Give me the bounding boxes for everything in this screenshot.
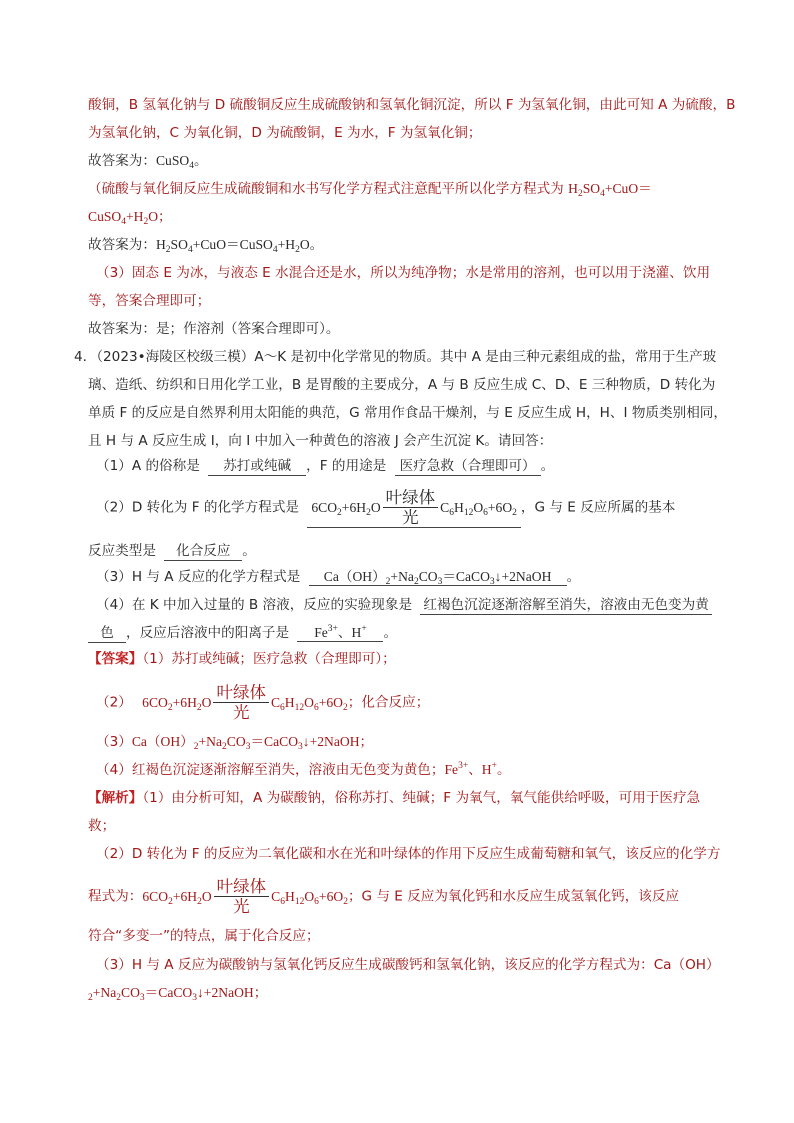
question-4-part-4 [96,595,712,615]
question-4-part-2 [96,488,675,528]
answer-line-4: （4）红褐色沉淀逐渐溶解至消失，溶液由无色变为黄色；$Fe^{3+}$、H+。 [96,761,511,778]
punct: ； [359,734,374,750]
question-4-part-1 [96,456,554,476]
part-1-prompt: （1）A 的俗称是 [96,458,200,474]
punct: 。 [566,569,581,585]
analysis-tag: 【解析】 [88,790,143,806]
punct: 。 [540,458,555,474]
prev-answer-2: 故答案为：$H_2SO_4+CuO=CuSO_4+H_2O$。 [88,237,324,255]
answer-blank-3: 化合反应 [164,543,242,561]
prev-answer-3: 故答案为：是；作溶剂（答案合理即可）。 [88,321,340,337]
condition-bottom: 光 [402,508,419,527]
prev-line-1: 酸铜，B 氢氧化钠与 D 硫酸铜反应生成硫酸钠和氢氧化铜沉淀，所以 F 为氢氧化铜，由此可知 A 为硫酸，B [88,97,736,113]
answer-prefix: 故答案为： [88,237,156,253]
answer-3-prefix: （3） [96,734,132,750]
condition-bottom: 光 [232,703,250,722]
answer-blank-5b: 色 [88,625,126,643]
prev-line-4: （硫酸与氧化铜反应生成硫酸铜和水书写化学方程式注意配平所以化学方程式为 $H_2SO_4+CuO=$ [88,181,652,199]
analysis-line-3: （2）D 转化为 F 的反应为二氧化碳和水在光和叶绿体的作用下反应生成葡萄糖和氧气，该反应的化学方 [96,846,721,862]
question-4-stem-line-4: 且 H 与 A 反应生成 I，向 I 中加入一种黄色的溶液 J 会产生沉淀 K。请回答： [88,433,553,449]
answer-1: （1）苏打或纯碱；医疗急救（合理即可）； [142,651,396,667]
answer-4: （4）红褐色沉淀逐渐溶解至消失，溶液由无色变为黄色； [96,762,445,778]
answer-blank-2: 医疗急救（合理即可） [395,458,541,476]
analysis-line-7: $_2+Na_2CO_3=CaCO_3↓+2NaOH$； [88,985,268,1003]
part-2-prompt-c: 反应类型是 [88,543,156,559]
condition-bottom: 光 [233,897,250,916]
part-3-prompt: （3）H 与 A 反应的化学方程式是 [96,569,301,585]
analysis-line-6: （3）H 与 A 反应为碳酸钠与氢氧化钙反应生成碳酸钙和氢氧化钠，该反应的化学方程式为：Ca（OH） [96,957,720,973]
analysis-text-4a: 程式为： [88,888,143,905]
condition-top: 叶绿体 [213,683,269,703]
analysis-line-1 [88,788,700,808]
part-2-prompt: （2）D 转化为 F 的化学方程式是 [96,499,300,516]
answer-2-prefix: （2） [96,694,132,711]
punct: ； [253,985,268,1001]
prev-line-4-text: （硫酸与氧化铜反应生成硫酸铜和水书写化学方程式注意配平所以化学方程式为 [88,181,569,197]
prev-answer-1: 故答案为：CuSO$_4$。 [88,153,208,171]
reaction-condition [213,683,269,722]
reaction-condition [383,488,439,527]
part-2-prompt-b: ，G 与 E 反应所属的基本 [520,499,676,516]
analysis-line-5: 符合“多变一”的特点，属于化合反应； [88,928,320,944]
reaction-condition [214,877,270,916]
question-4-part-2-cont [88,541,256,561]
answer-line-3: $(3)Ca(OH)_2+Na_2CO_3=CaCO_3↓+2NaOH$； [96,734,374,752]
part-1-prompt-b: ，F 的用途是 [306,458,387,474]
question-4-part-4-cont [88,623,397,643]
question-4-stem-line-1: 4．（2023•海陵区校级三模）A～K 是初中化学常见的物质。其中 A 是由三种元素组成的盐，常用于生产玻 [74,349,717,365]
question-4-part-3 [96,567,580,587]
answer-line-1 [88,649,396,669]
analysis-text-4b: ；G 与 E 反应为氧化钙和水反应生成氢氧化钙，该反应 [347,888,680,905]
punct: 。 [496,762,511,778]
analysis-text-1: （1）由分析可知，A 为碳酸钠，俗称苏打、纯碱；F 为氧气，氧气能供给呼吸，可用于医疗急 [142,790,701,806]
punct: 。 [242,543,256,559]
answer-tag: 【答案】 [88,651,143,667]
answer-2-suffix: ；化合反应； [347,694,430,711]
answer-blank-1: 苏打或纯碱 [208,458,306,476]
prev-line-7: （3）固态 E 为冰，与液态 E 水混合还是水，所以为纯净物；水是常用的溶剂，也可以用于浇灌、饮用 [96,265,711,281]
part-4-prompt: （4）在 K 中加入过量的 B 溶液，反应的实验现象是 [96,597,413,613]
question-4-stem-line-2: 璃、造纸、纺织和日用化学工业，B 是胃酸的主要成分，A 与 B 反应生成 C、D、E 三种物质，D 转化为 [88,377,716,393]
condition-top: 叶绿体 [383,488,439,508]
punct: 。 [383,625,398,641]
answer-blank-5: 红褐色沉淀逐渐溶解至消失，溶液由无色变为黄 [420,597,711,615]
prev-line-2: 为氢氧化钠，C 为氧化铜，D 为硫酸铜，E 为水，F 为氢氧化铜； [88,125,482,141]
analysis-line-2: 救； [88,818,116,834]
condition-top: 叶绿体 [214,877,270,897]
part-4-prompt-b: ，反应后溶液中的阳离子是 [126,625,290,641]
answer-blank-equation: $6CO_2+6H_2O$ $\frac{\text{叶绿体}}{\text{光}}$ $C_6H_{12}O_6+6O_2$ [307,488,521,528]
prev-line-5: $CuSO_4+H_2O$； [88,209,172,227]
answer-line-2: （2） $6CO_2+6H_2O$ $\frac{\text{叶绿体}}{\text{光}}$ $C_6H_{12}O_6+6O_2$；化合反应； [96,683,430,722]
answer-blank-6: $Fe^{3+}$、H+ [297,624,383,642]
answer-blank-4: $Ca(OH)_2+Na_2CO_3=CaCO_3↓+2NaOH$ [309,568,567,586]
prev-line-8: 等，答案合理即可； [88,293,211,309]
answer-prefix: 故答案为： [88,153,156,169]
question-4-stem-line-3: 单质 F 的反应是自然界利用太阳能的典范，G 常用作食品干燥剂，与 E 反应生成 H，H、I 物质类别相同， [88,405,727,421]
analysis-line-4: 程式为：$6CO_2+6H_2O$ $\frac{\text{叶绿体}}{\text{光}}$ $C_6H_{12}O_6+6O_2$；G 与 E 反应为氧化钙和水反应生成氢氧化钙，该反应 [88,877,680,916]
